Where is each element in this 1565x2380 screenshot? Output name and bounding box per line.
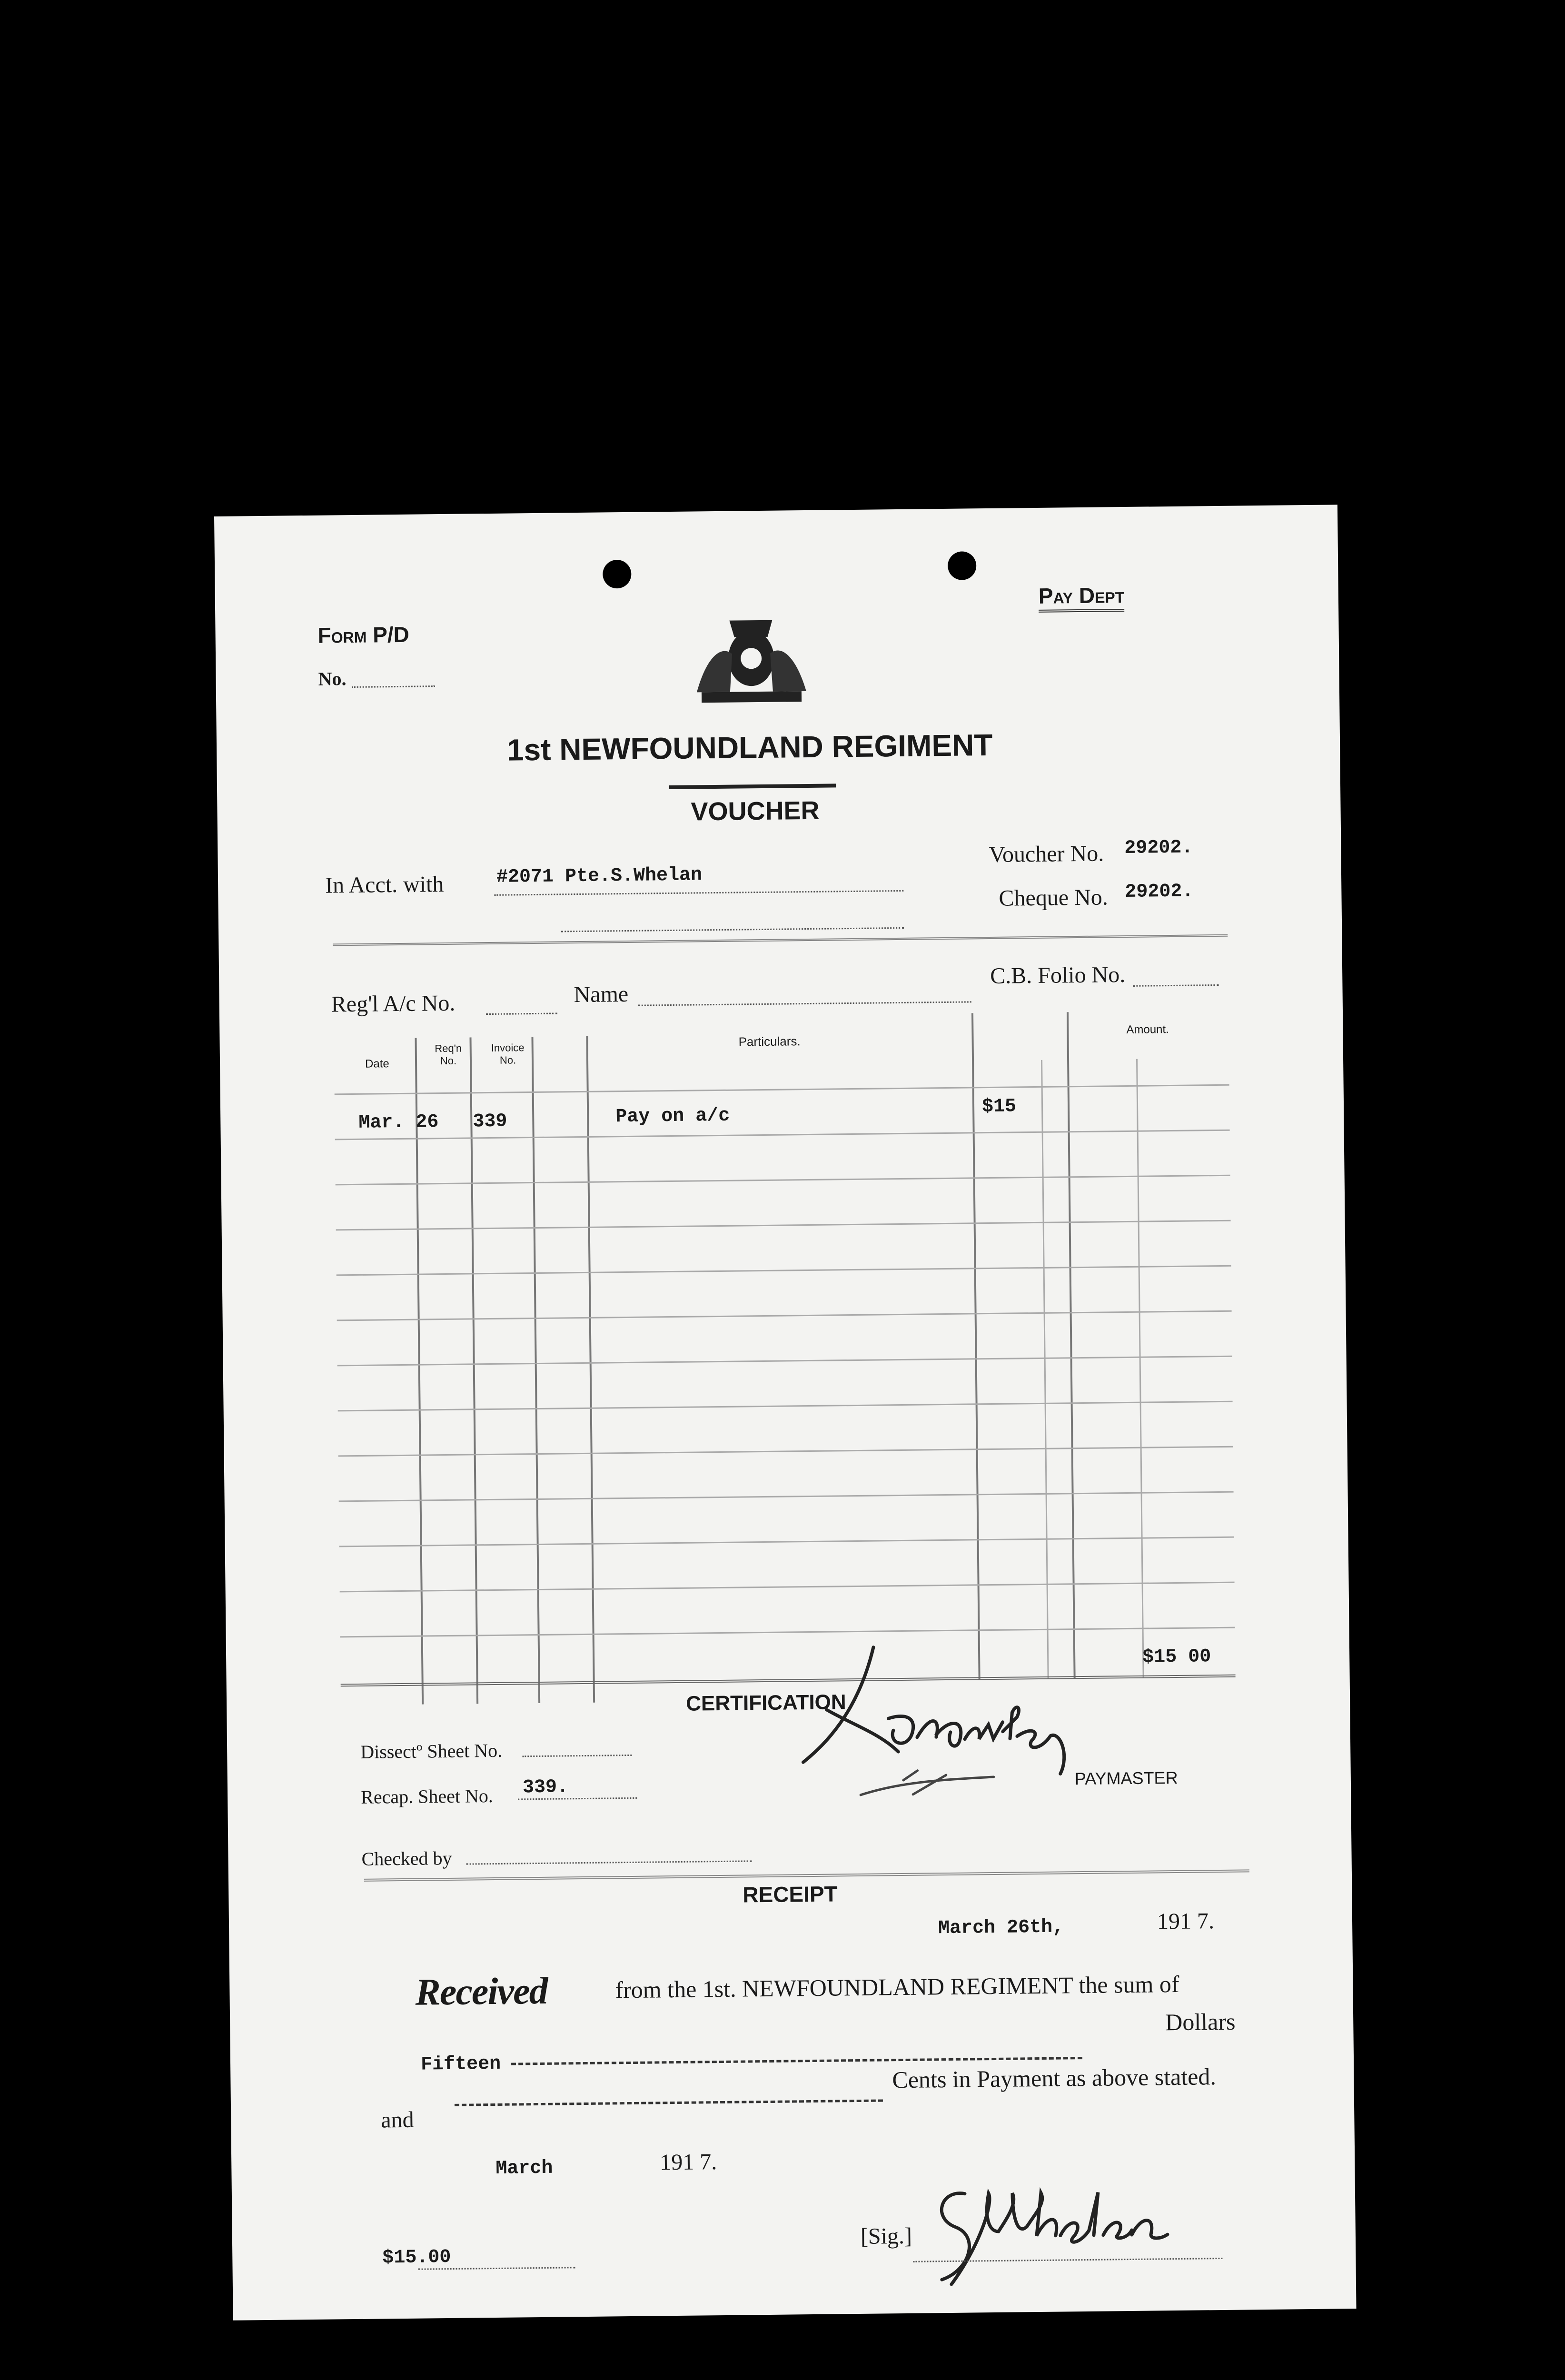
pay-dept-label: Pay Dept [1039, 582, 1125, 613]
in-acct-value: #2071 Pte.S.Whelan [496, 864, 703, 888]
paymaster-label: PAYMASTER [1074, 1767, 1178, 1789]
receipt-rule [364, 1869, 1249, 1881]
crest-icon [686, 601, 816, 712]
receipt-year-2: 191 7. [659, 2149, 717, 2175]
cents-text: Cents in Payment as above stated. [892, 2063, 1217, 2093]
name-dots [638, 1001, 971, 1006]
punch-hole-right [948, 551, 977, 580]
dissect-dots [522, 1755, 632, 1757]
col-invoice: Invoice No. [491, 1041, 525, 1066]
receipt-title: RECEIPT [743, 1881, 838, 1907]
recipient-signature [922, 2172, 1171, 2299]
receipt-year: 191 7. [1157, 1908, 1215, 1934]
row-particulars: Pay on a/c [615, 1105, 730, 1128]
checked-by-label: Checked by [361, 1847, 452, 1870]
no-label: No. [318, 668, 347, 690]
amount-words: Fifteen [420, 2053, 501, 2076]
title-rule [669, 783, 836, 789]
dissect-label: Dissectº Sheet No. [360, 1739, 503, 1763]
checked-by-dots [466, 1860, 752, 1864]
row-date: Mar. 26 [358, 1111, 439, 1134]
voucher-title: VOUCHER [691, 796, 820, 826]
certification-label: CERTIFICATION [685, 1690, 846, 1716]
in-acct-label: In Acct. with [325, 871, 444, 898]
col-date: Date [365, 1057, 389, 1071]
row-amount: $15 [981, 1096, 1017, 1118]
paymaster-signature [792, 1636, 1099, 1801]
total-amount: $15 00 [1142, 1646, 1211, 1668]
regl-ac-dots [486, 1013, 557, 1015]
receipt-month: March [495, 2157, 553, 2180]
recap-value: 339. [522, 1776, 569, 1799]
voucher-no-label: Voucher No. [989, 841, 1104, 867]
recap-label: Recap. Sheet No. [360, 1785, 494, 1808]
amount-figure: $15.00 [382, 2246, 451, 2269]
name-label: Name [574, 981, 629, 1008]
received-from-text: from the 1st. NEWFOUNDLAND REGIMENT the sum of [615, 1970, 1179, 2003]
regiment-title: 1st NEWFOUNDLAND REGIMENT [506, 727, 993, 767]
and-label: and [381, 2107, 414, 2133]
dollars-label: Dollars [1165, 2008, 1236, 2036]
punch-hole-left [603, 560, 632, 589]
header-rule [333, 934, 1228, 946]
voucher-no-value: 29202. [1124, 837, 1193, 860]
cheque-no-value: 29202. [1125, 881, 1194, 903]
regl-ac-label: Reg'l A/c No. [331, 990, 456, 1017]
receipt-date: March 26th, [938, 1916, 1064, 1940]
sig-label: [Sig.] [860, 2223, 912, 2249]
amount-words-dash [511, 2057, 1082, 2065]
no-dots [352, 685, 435, 688]
row-reqn: 339 [473, 1111, 507, 1133]
cb-folio-label: C.B. Folio No. [990, 962, 1126, 989]
cheque-no-label: Cheque No. [999, 884, 1109, 911]
form-label: Form P/D [317, 622, 410, 648]
col-reqn: Req'n No. [435, 1042, 462, 1067]
in-acct-dots [494, 890, 903, 896]
cb-folio-dots [1133, 984, 1218, 987]
col-particulars: Particulars. [738, 1034, 801, 1049]
in-acct-dots-2 [561, 927, 904, 932]
col-amount: Amount. [1126, 1023, 1169, 1036]
voucher-sheet [214, 505, 1357, 2320]
cents-dash [455, 2099, 883, 2106]
received-word: Received [415, 1970, 548, 2013]
